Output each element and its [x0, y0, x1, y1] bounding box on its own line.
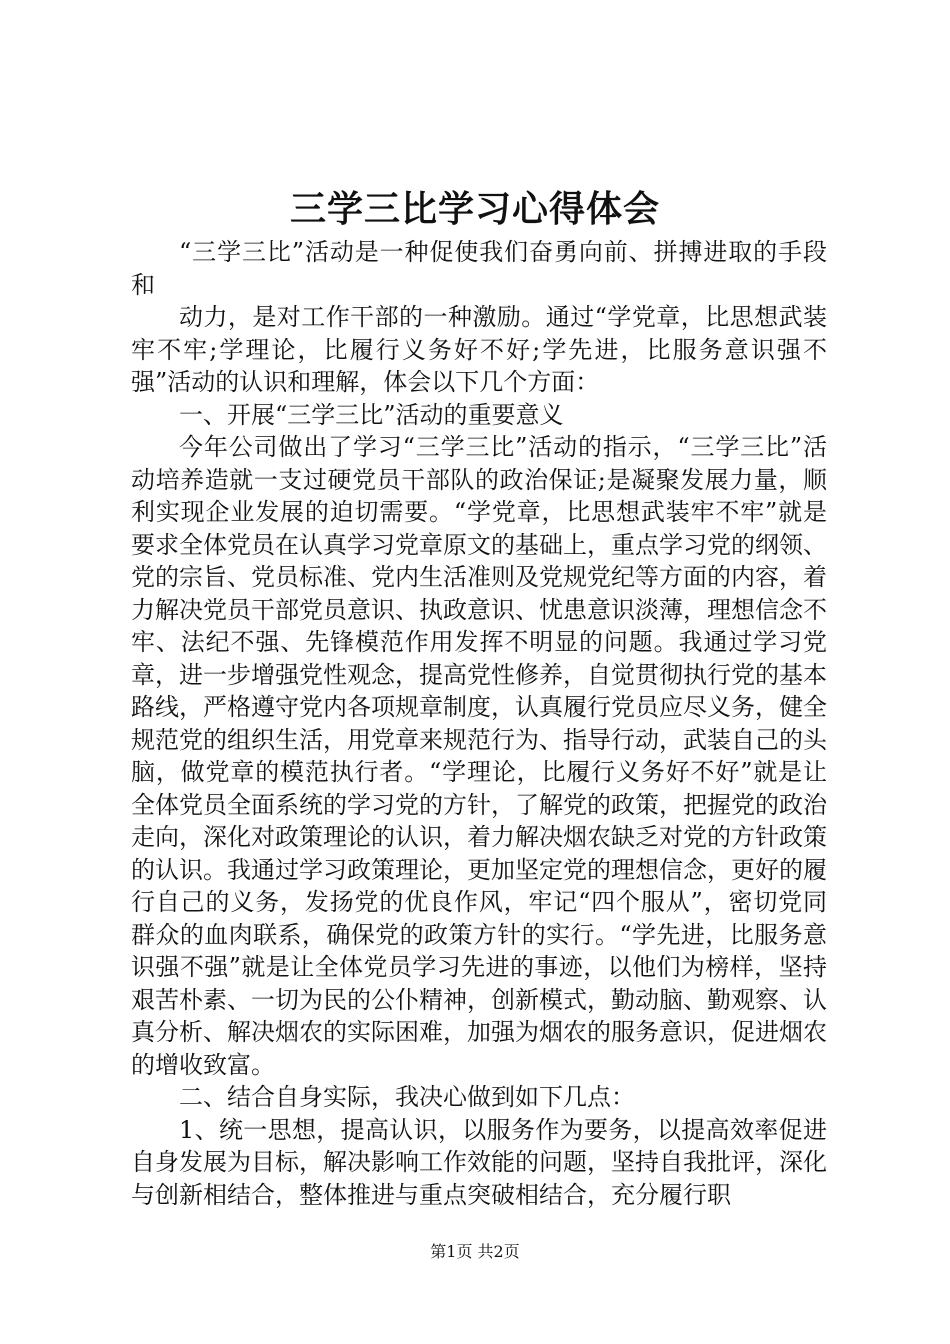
document-body: [131, 236, 827, 1211]
paragraph-intro: “三学三比”活动是一种促使我们奋勇向前、拼搏进取的手段和: [131, 238, 827, 299]
paragraph-intro-continued: 动力，是对工作干部的一种激励。通过“学党章，比思想武装牢不牢;学理论，比履行义务好不好;学先进，比服务意识强不强”活动的认识和理解，体会以下几个方面：: [131, 303, 827, 396]
paragraph-point-1: 1、统一思想，提高认识，以服务作为要务，以提高效率促进自身发展为目标，解决影响工作效能的问题，坚持自我批评，深化与创新相结合，整体推进与重点突破相结合，充分履行职: [131, 1115, 827, 1209]
page-number: 第1页 共2页: [430, 1242, 520, 1261]
section-heading-2: 二、结合自身实际，我决心做到如下几点：: [179, 1083, 635, 1111]
section-heading-1: 一、开展“三学三比”活动的重要意义: [179, 400, 564, 429]
document-title: 三学三比学习心得体会: [289, 188, 660, 230]
paragraph-section-1: 今年公司做出了学习“三学三比”活动的指示，“三学三比”活动培养造就一支过硬党员干部队的政治保证;是凝聚发展力量，顺利实现企业发展的迫切需要。“学党章，比思想武装牢不牢”就是要求全体党员在认真学习党章原文的基础上，重点学习党的纲领、党的宗旨、党员标准、党内生活准则及党规党纪等方面的内容，着力解决党员干部党员意识、执政意识、忧患意识淡薄，理想信念不牢、法纪不强、先锋模范作用发挥不明显的问题。我通过学习党章，进一步增强党性观念，提高党性修养，自觉贯彻执行党的基本路线，严格遵守党内各项规章制度，认真履行党员应尽义务，健全规范党的组织生活，用党章来规范行为、指导行动，武装自己的头脑，做党章的模范执行者。“学理论，比履行义务好不好”就是让全体党员全面系统的学习党的方针，了解党的政策，把握党的政治走向，深化对政策理论的认识，着力解决烟农缺乏对党的方针政策的认识。我通过学习政策理论，更加坚定党的理想信念，更好的履行自己的义务，发扬党的优良作风，牢记“四个服从”，密切党同群众的血肉联系，确保党的政策方针的实行。“学先进，比服务意识强不强”就是让全体党员学习先进的事迹，以他们为榜样，坚持艰苦朴素、一切为民的公仆精神，创新模式，勤动脑、勤观察、认真分析、解决烟农的实际困难，加强为烟农的服务意识，促进烟农的增收致富。: [131, 433, 827, 1079]
page-footer: [0, 1240, 950, 1264]
